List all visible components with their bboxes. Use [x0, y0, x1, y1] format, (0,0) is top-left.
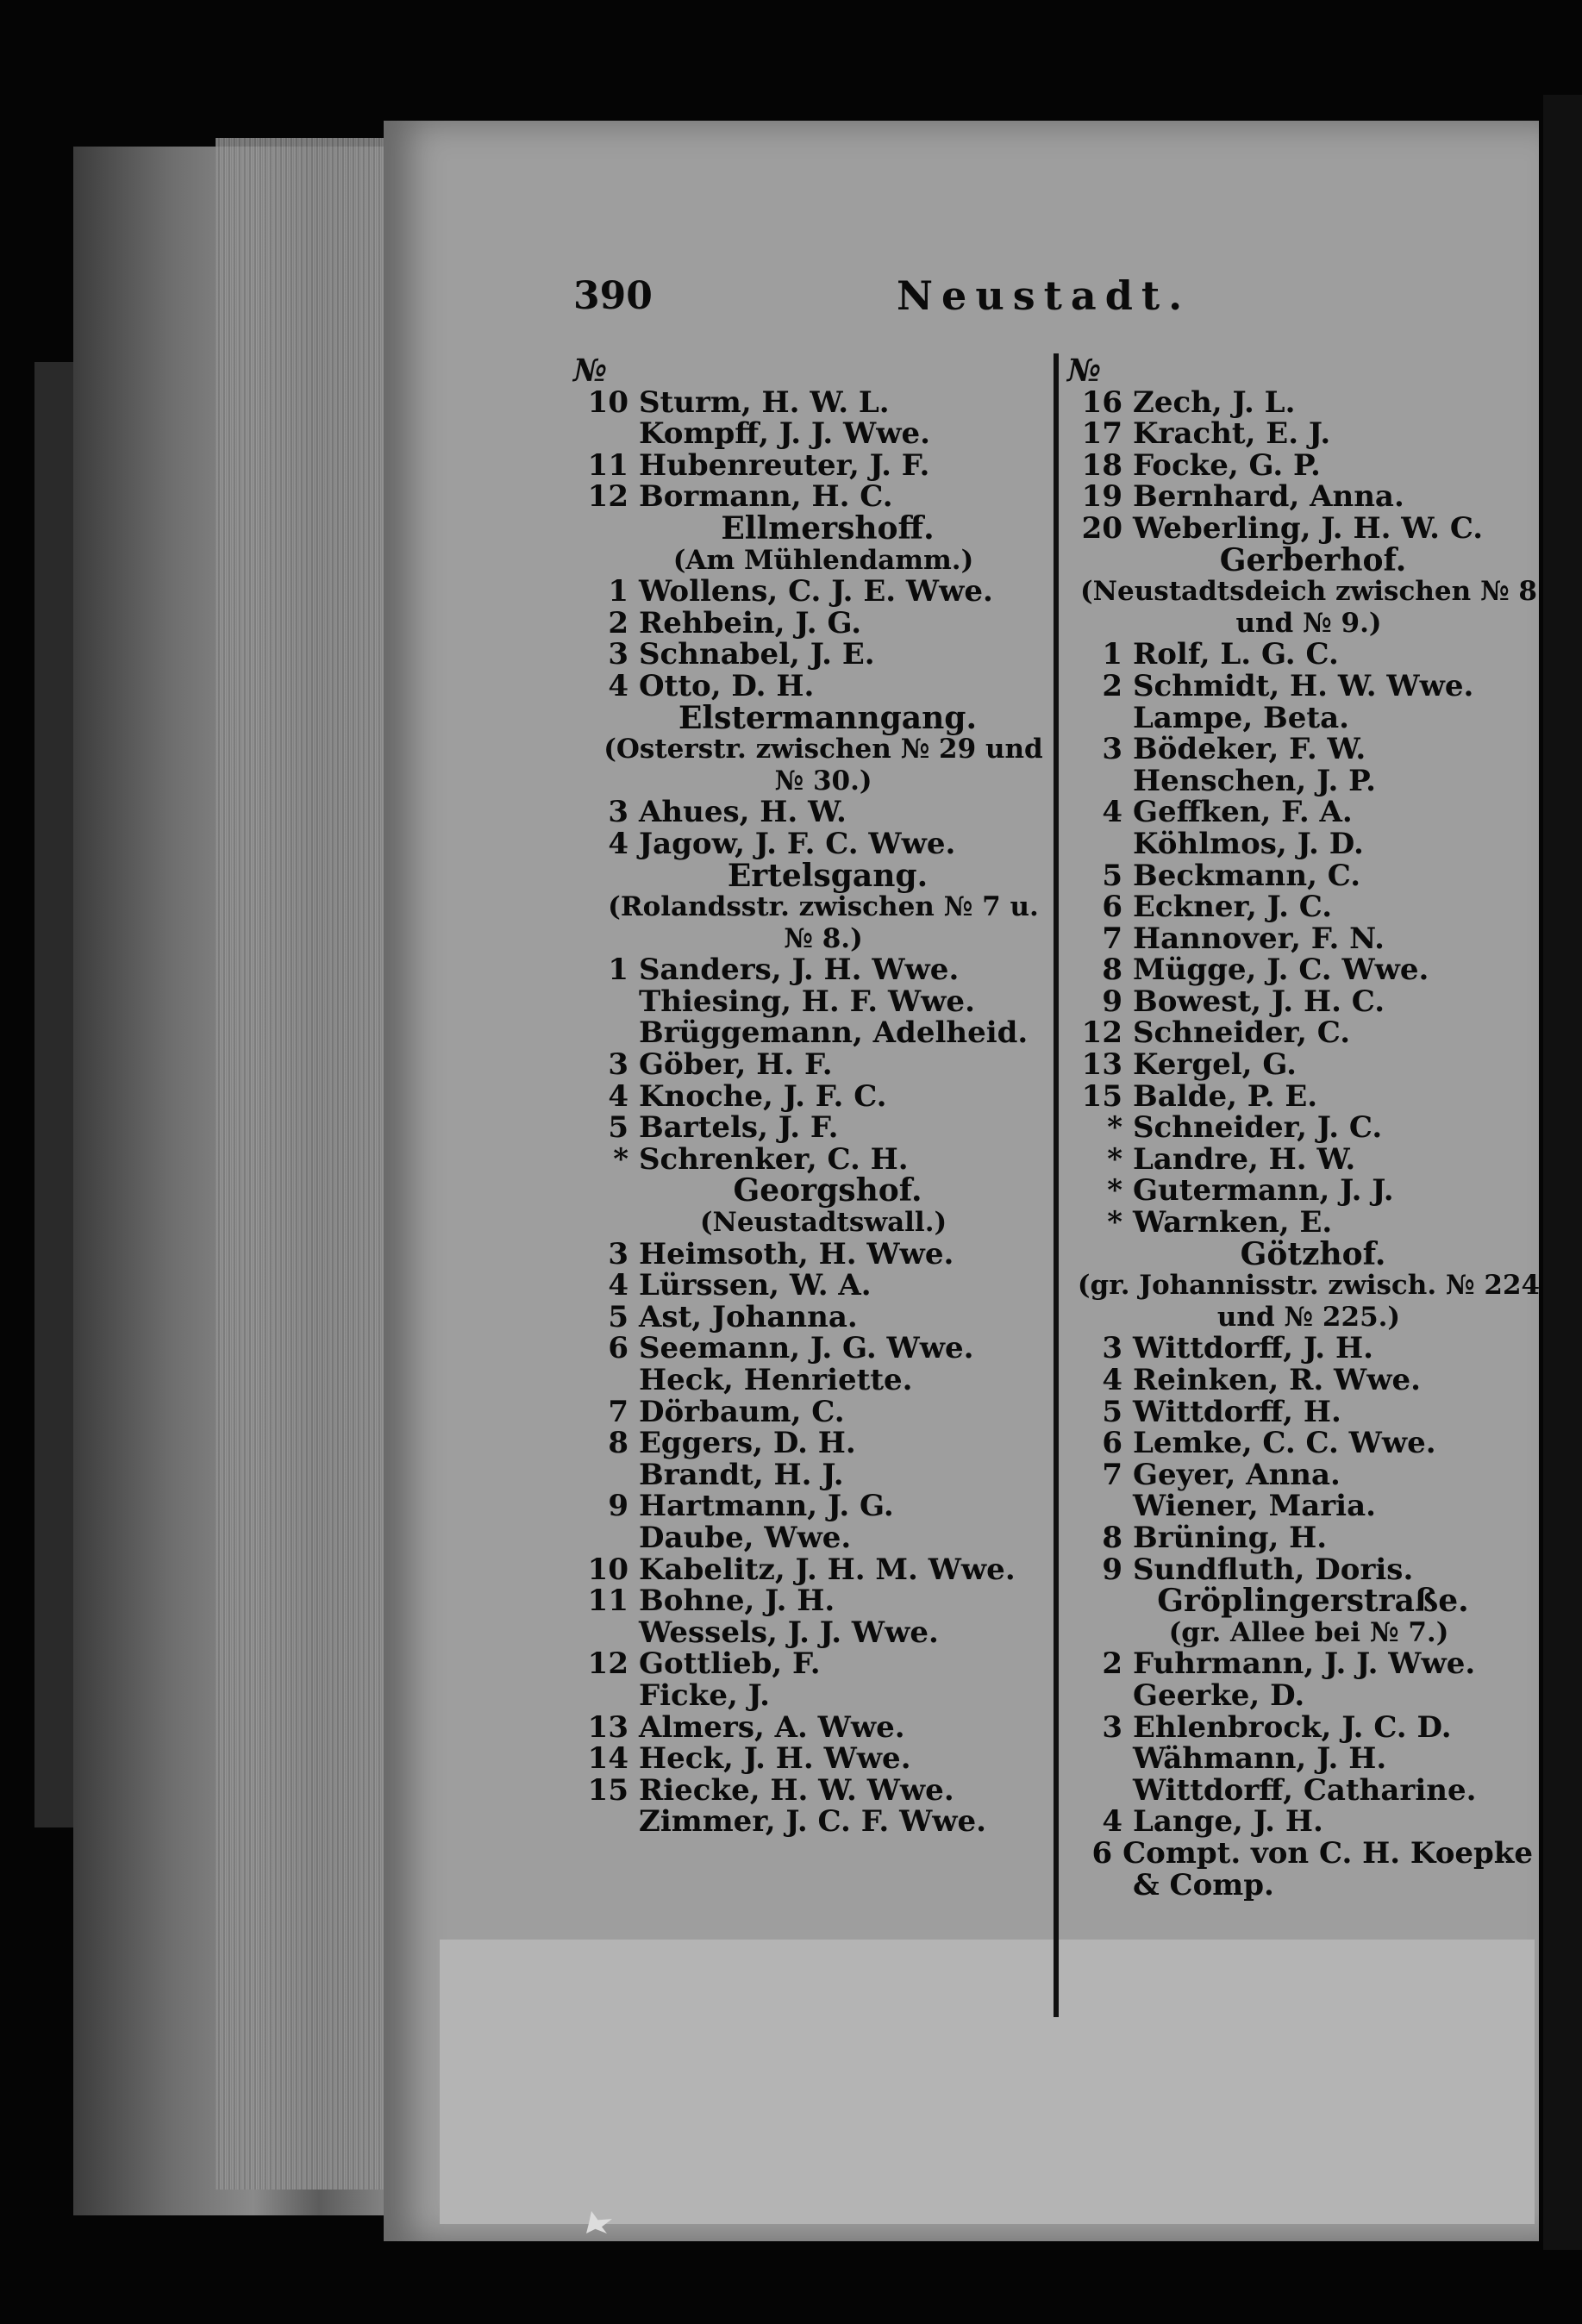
resident-name: Bernhard, Anna.	[1133, 479, 1404, 515]
street-heading: Gerberhof.	[1219, 541, 1407, 578]
directory-entry	[1067, 734, 1533, 765]
resident-name: Ehlenbrock, J. C. D.	[1133, 1709, 1452, 1745]
house-number: 5	[608, 1299, 628, 1334]
resident-name: Wessels, J. J. Wwe.	[639, 1615, 939, 1650]
directory-entry	[573, 797, 1056, 828]
directory-entry	[1067, 418, 1533, 450]
page-title: Neustadt.	[897, 272, 1191, 319]
resident-name: Wollens, C. J. E. Wwe.	[639, 574, 993, 609]
resident-name: Dörbaum, C.	[639, 1394, 845, 1429]
resident-name: Weberling, J. H. W. C.	[1133, 510, 1484, 546]
directory-entry	[573, 668, 1056, 703]
resident-name: Lemke, C. C. Wwe.	[1133, 1426, 1436, 1461]
resident-name: Daube, Wwe.	[639, 1520, 852, 1555]
directory-entry	[573, 1743, 1056, 1775]
directory-entry	[573, 1017, 1056, 1049]
resident-name: Kracht, E. J.	[1133, 416, 1331, 452]
resident-name: Focke, G. P.	[1133, 447, 1321, 483]
directory-entry	[1067, 510, 1533, 546]
directory-entry	[1067, 1333, 1533, 1365]
house-number: 14	[587, 1741, 628, 1777]
left-column	[573, 355, 1056, 1838]
house-number: 3	[1102, 1331, 1122, 1366]
resident-name: Rolf, L. G. C.	[1133, 637, 1339, 672]
resident-name: Heck, Henriette.	[639, 1363, 913, 1397]
page-edges	[216, 138, 401, 2190]
directory-entry	[573, 1428, 1056, 1459]
resident-name: Lampe, Beta.	[1133, 700, 1349, 735]
directory-entry	[1067, 384, 1533, 420]
directory-entry	[573, 384, 1056, 420]
house-number: 4	[608, 826, 628, 861]
directory-entry	[573, 954, 1056, 986]
house-number	[1067, 765, 1122, 797]
directory-entry	[573, 1490, 1056, 1522]
directory-entry	[573, 1806, 1056, 1838]
street-location-note: und № 9.)	[1235, 607, 1382, 639]
house-number: *	[1107, 1173, 1122, 1209]
directory-entry	[1067, 1490, 1533, 1522]
resident-name: Beckmann, C.	[1133, 858, 1361, 893]
resident-name: Ficke, J.	[639, 1677, 770, 1713]
house-number: 5	[1102, 858, 1122, 893]
house-number	[1067, 1490, 1122, 1522]
street-heading: Elstermanngang.	[678, 699, 978, 736]
directory-entry	[1067, 481, 1533, 513]
house-number: 13	[587, 1709, 628, 1745]
house-number: 7	[608, 1394, 628, 1429]
house-number: 4	[608, 668, 628, 703]
resident-name: Heck, J. H. Wwe.	[639, 1741, 911, 1777]
resident-name: Sundfluth, Doris.	[1133, 1552, 1414, 1587]
directory-entry	[573, 1648, 1056, 1680]
directory-entry	[573, 639, 1056, 671]
house-number	[573, 1806, 628, 1838]
directory-entry	[573, 1396, 1056, 1428]
house-number: 6	[1102, 1426, 1122, 1461]
resident-name: Bartels, J. F.	[639, 1110, 839, 1146]
resident-name: Kabelitz, J. H. M. Wwe.	[639, 1552, 1016, 1587]
house-number: 17	[1081, 416, 1122, 452]
directory-entry	[1067, 447, 1533, 483]
resident-name: Schmidt, H. W. Wwe.	[1133, 668, 1474, 703]
directory-entry	[573, 1522, 1056, 1554]
street-location-note: (Osterstr. zwischen № 29 und	[603, 734, 1043, 765]
directory-entry	[573, 576, 1056, 608]
directory-entry	[1067, 1175, 1533, 1207]
resident-name: Lürssen, W. A.	[639, 1268, 872, 1303]
street-location-note: (Neustadtswall.)	[699, 1207, 947, 1239]
directory-entry	[1067, 891, 1533, 923]
street-heading: Georgshof.	[733, 1172, 922, 1209]
house-number: 4	[1102, 1804, 1122, 1840]
house-number: 10	[587, 1552, 628, 1587]
resident-name: Sanders, J. H. Wwe.	[639, 953, 960, 988]
directory-entry	[573, 986, 1056, 1018]
house-number: 3	[608, 637, 628, 672]
number-column-header: №	[1067, 353, 1102, 389]
resident-name: Göber, H. F.	[639, 1047, 833, 1083]
directory-entry	[1067, 765, 1533, 797]
house-number: 9	[608, 1489, 628, 1524]
directory-entry	[1067, 860, 1533, 892]
resident-name: Brandt, H. J.	[639, 1457, 844, 1492]
directory-entry	[1067, 828, 1533, 860]
resident-name: Bormann, H. C.	[639, 479, 893, 515]
resident-name: Reinken, R. Wwe.	[1133, 1363, 1421, 1397]
house-number: 12	[1081, 1015, 1122, 1051]
resident-name: Warnken, E.	[1133, 1205, 1333, 1240]
directory-entry	[1067, 1017, 1533, 1049]
resident-name: Brüning, H.	[1133, 1520, 1328, 1555]
street-location-note: (Am Mühlendamm.)	[672, 544, 974, 576]
directory-entry	[1067, 700, 1533, 735]
house-number: 12	[587, 1646, 628, 1682]
resident-name: Fuhrmann, J. J. Wwe.	[1133, 1646, 1476, 1682]
directory-entry	[573, 481, 1056, 513]
house-number	[1067, 1743, 1122, 1775]
resident-name: Hannover, F. N.	[1133, 921, 1385, 956]
directory-entry	[573, 1365, 1056, 1396]
resident-name: Geerke, D.	[1133, 1677, 1305, 1713]
house-number	[573, 1617, 628, 1649]
resident-name: Schnabel, J. E.	[639, 637, 875, 672]
house-number: 6	[1091, 1835, 1113, 1871]
page-lower-area	[440, 1940, 1535, 2224]
directory-entry	[573, 1141, 1056, 1177]
resident-name: Thiesing, H. F. Wwe.	[639, 984, 975, 1019]
resident-name: Mügge, J. C. Wwe.	[1133, 953, 1429, 988]
house-number: 8	[1102, 1520, 1122, 1555]
resident-name: Riecke, H. W. Wwe.	[639, 1772, 954, 1808]
house-number: 9	[1102, 1552, 1122, 1587]
resident-name: Hartmann, J. G.	[639, 1489, 894, 1524]
resident-name: Schrenker, C. H.	[639, 1141, 909, 1177]
house-number: 4	[1102, 795, 1122, 830]
resident-name: Bohne, J. H.	[639, 1584, 835, 1619]
resident-name: Gottlieb, F.	[639, 1646, 821, 1682]
resident-name: Brüggemann, Adelheid.	[639, 1015, 1029, 1051]
directory-entry	[1067, 1078, 1533, 1114]
house-number: *	[1107, 1141, 1122, 1177]
street-heading: Gröplingerstraße.	[1157, 1583, 1469, 1620]
resident-name: Bowest, J. H. C.	[1133, 984, 1385, 1019]
resident-name: & Comp.	[1133, 1867, 1274, 1902]
house-number: 19	[1081, 479, 1122, 515]
house-number: 2	[1102, 668, 1122, 703]
directory-entry	[573, 1333, 1056, 1365]
directory-entry	[573, 1585, 1056, 1617]
resident-name: Schneider, J. C.	[1133, 1110, 1383, 1146]
house-number	[573, 418, 628, 450]
resident-name: Zimmer, J. C. F. Wwe.	[639, 1804, 987, 1840]
house-number	[573, 1017, 628, 1049]
resident-name: Henschen, J. P.	[1133, 763, 1376, 798]
house-number: *	[1107, 1205, 1122, 1240]
directory-entry	[573, 828, 1056, 860]
resident-name: Balde, P. E.	[1133, 1078, 1318, 1114]
street-location-note: № 30.)	[774, 765, 872, 797]
directory-entry	[1067, 1396, 1533, 1428]
resident-name: Heimsoth, H. Wwe.	[639, 1236, 954, 1271]
street-location-note: (gr. Johannisstr. zwisch. № 224	[1077, 1270, 1541, 1302]
directory-entry	[1067, 1772, 1533, 1808]
house-number: 6	[608, 1331, 628, 1366]
resident-name: Sturm, H. W. L.	[639, 384, 890, 420]
house-number: 2	[608, 605, 628, 640]
resident-name: Gutermann, J. J.	[1133, 1173, 1394, 1209]
house-number: 4	[608, 1268, 628, 1303]
directory-entry	[1067, 1207, 1533, 1239]
directory-entry	[573, 1112, 1056, 1144]
house-number	[573, 1365, 628, 1396]
resident-name: Bödeker, F. W.	[1133, 732, 1366, 767]
resident-name: Geyer, Anna.	[1133, 1457, 1341, 1492]
directory-entry	[573, 1078, 1056, 1114]
house-number: 8	[608, 1426, 628, 1461]
directory-entry	[1067, 1743, 1533, 1775]
house-number	[1067, 1870, 1122, 1902]
house-number	[573, 986, 628, 1018]
directory-entry	[1067, 1709, 1533, 1745]
directory-entry	[1067, 1648, 1533, 1680]
house-number: 3	[1102, 732, 1122, 767]
directory-entry	[573, 1270, 1056, 1302]
house-number: 5	[608, 1110, 628, 1146]
house-number: 12	[587, 479, 628, 515]
directory-entry	[1067, 639, 1533, 671]
resident-name: Knoche, J. F. C.	[639, 1078, 887, 1114]
directory-entry	[573, 1617, 1056, 1649]
resident-name: Ast, Johanna.	[639, 1299, 858, 1334]
street-location-note: № 8.)	[784, 922, 863, 954]
directory-entry	[1067, 986, 1533, 1018]
resident-name: Seemann, J. G. Wwe.	[639, 1331, 974, 1366]
resident-name: Wiener, Maria.	[1133, 1489, 1376, 1524]
directory-entry	[1067, 954, 1533, 986]
street-heading: Ertelsgang.	[727, 857, 929, 894]
house-number: *	[1107, 1110, 1122, 1146]
resident-name: Geffken, F. A.	[1133, 795, 1353, 830]
resident-name: Compt. von C. H. Koepke	[1122, 1835, 1533, 1871]
directory-entry	[573, 605, 1056, 640]
directory-entry	[1067, 1112, 1533, 1144]
house-number: 9	[1102, 984, 1122, 1019]
resident-name: Almers, A. Wwe.	[639, 1709, 905, 1745]
directory-entry	[1067, 1141, 1533, 1177]
house-number	[573, 1522, 628, 1554]
resident-name: Hubenreuter, J. F.	[639, 447, 930, 483]
house-number	[573, 1459, 628, 1491]
resident-name: Zech, J. L.	[1133, 384, 1296, 420]
street-location-note: (gr. Allee bei № 7.)	[1168, 1616, 1449, 1648]
directory-entry	[1067, 1835, 1533, 1871]
resident-name: Wittdorff, H.	[1133, 1394, 1341, 1429]
house-number: 15	[587, 1772, 628, 1808]
directory-entry	[573, 1459, 1056, 1491]
house-number: 2	[1102, 1646, 1122, 1682]
resident-name: Kompff, J. J. Wwe.	[639, 416, 930, 452]
directory-entry	[1067, 1554, 1533, 1586]
directory-entry	[1067, 1428, 1533, 1459]
directory-entry	[573, 447, 1056, 483]
resident-name: Wittdorff, Catharine.	[1133, 1772, 1477, 1808]
house-number: 13	[1081, 1047, 1122, 1083]
house-number: 5	[1102, 1394, 1122, 1429]
resident-name: Eckner, J. C.	[1133, 890, 1333, 925]
house-number: 4	[1102, 1363, 1122, 1397]
house-number: 11	[587, 1584, 628, 1619]
resident-name: Schneider, C.	[1133, 1015, 1351, 1051]
directory-entry	[573, 418, 1056, 450]
street-heading: Götzhof.	[1240, 1235, 1386, 1272]
number-column-header: №	[573, 353, 608, 389]
house-number	[1067, 703, 1122, 734]
house-number: 11	[587, 447, 628, 483]
directory-entry	[1067, 797, 1533, 828]
house-number	[1067, 1680, 1122, 1712]
resident-name: Lange, J. H.	[1133, 1804, 1323, 1840]
resident-name: Wittdorff, J. H.	[1133, 1331, 1373, 1366]
house-number: 6	[1102, 890, 1122, 925]
resident-name: Rehbein, J. G.	[639, 605, 862, 640]
house-number: 3	[608, 1236, 628, 1271]
page-number: 390	[573, 274, 653, 318]
directory-entry	[1067, 1522, 1533, 1554]
directory-entry	[1067, 1806, 1533, 1838]
house-number: 8	[1102, 953, 1122, 988]
resident-name: Köhlmos, J. D.	[1133, 826, 1364, 861]
house-number: 18	[1081, 447, 1122, 483]
directory-entry	[573, 1772, 1056, 1808]
house-number	[1067, 1775, 1122, 1807]
house-number: 1	[608, 574, 628, 609]
house-number: 4	[608, 1078, 628, 1114]
resident-name: Wähmann, J. H.	[1133, 1741, 1387, 1777]
directory-entry	[1067, 1867, 1533, 1902]
street-location-note: und № 225.)	[1216, 1301, 1401, 1333]
resident-name: Kergel, G.	[1133, 1047, 1297, 1083]
directory-entry	[1067, 923, 1533, 955]
resident-name: Ahues, H. W.	[639, 795, 847, 830]
street-location-note: (Rolandsstr. zwischen № 7 u.	[608, 891, 1039, 923]
house-number: 20	[1081, 510, 1122, 546]
house-number: 15	[1081, 1078, 1122, 1114]
house-number: 3	[1102, 1709, 1122, 1745]
directory-entry	[1067, 1459, 1533, 1491]
house-number: 1	[1102, 637, 1122, 672]
house-number: 1	[608, 953, 628, 988]
directory-entry	[1067, 1677, 1533, 1713]
directory-entry	[573, 1049, 1056, 1081]
house-number: 7	[1102, 921, 1122, 956]
directory-entry	[573, 1709, 1056, 1745]
house-number: 3	[608, 795, 628, 830]
house-number: 7	[1102, 1457, 1122, 1492]
house-number: 16	[1081, 384, 1122, 420]
house-number: *	[613, 1141, 628, 1177]
right-page-rim	[1543, 95, 1582, 2250]
resident-name: Otto, D. H.	[639, 668, 815, 703]
street-location-note: (Neustadtsdeich zwischen № 8	[1080, 576, 1537, 608]
house-number: 3	[608, 1047, 628, 1083]
directory-entry	[573, 1236, 1056, 1271]
house-number	[1067, 828, 1122, 860]
resident-name: Jagow, J. F. C. Wwe.	[639, 826, 956, 861]
directory-entry	[573, 1299, 1056, 1334]
resident-name: Landre, H. W.	[1133, 1141, 1356, 1177]
street-heading: Ellmershoff.	[721, 509, 935, 547]
house-number	[573, 1680, 628, 1712]
directory-entry	[1067, 1365, 1533, 1396]
directory-entry	[573, 1677, 1056, 1713]
directory-entry	[1067, 668, 1533, 703]
right-column	[1067, 353, 1541, 1902]
directory-entry	[573, 1554, 1056, 1586]
resident-name: Eggers, D. H.	[639, 1426, 856, 1461]
house-number: 10	[587, 384, 628, 420]
directory-entry	[1067, 1049, 1533, 1081]
